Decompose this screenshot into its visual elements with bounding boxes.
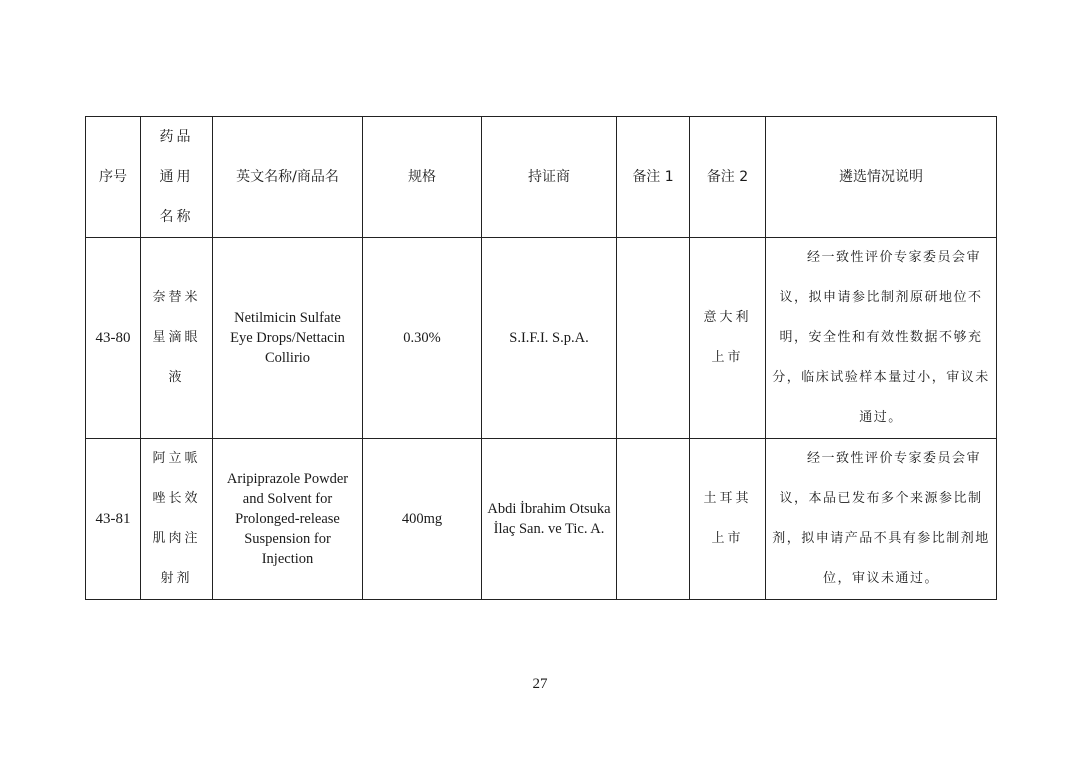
cell-generic-name: 阿立哌唑长效肌肉注射剂 bbox=[141, 439, 213, 600]
cell-english-name: Netilmicin Sulfate Eye Drops/Nettacin Collirio bbox=[213, 238, 363, 439]
cell-note2: 土耳其上市 bbox=[690, 439, 766, 600]
table-row bbox=[86, 238, 997, 439]
description-text: 经一致性评价专家委员会审议，拟申请参比制剂原研地位不明，安全性和有效性数据不够充分，临床试验样本量过小，审议未通过。 bbox=[772, 250, 990, 425]
cell-seq: 43-80 bbox=[86, 238, 141, 439]
cell-description bbox=[766, 439, 997, 600]
header-note1: 备注 1 bbox=[617, 117, 690, 238]
table-header-row bbox=[86, 117, 997, 238]
header-english-name: 英文名称/商品名 bbox=[213, 117, 363, 238]
cell-english-name: Aripiprazole Powder and Solvent for Prolonged-release Suspension for Injection bbox=[213, 439, 363, 600]
description-text: 经一致性评价专家委员会审议，本品已发布多个来源参比制剂，拟申请产品不具有参比制剂地位，审议未通过。 bbox=[772, 451, 990, 586]
cell-spec: 400mg bbox=[363, 439, 482, 600]
header-seq: 序号 bbox=[86, 117, 141, 238]
header-description: 遴选情况说明 bbox=[766, 117, 997, 238]
table-row bbox=[86, 439, 997, 600]
cell-holder: Abdi İbrahim Otsuka İlaç San. ve Tic. A. bbox=[482, 439, 617, 600]
cell-generic-name: 奈替米星滴眼液 bbox=[141, 238, 213, 439]
cell-note2: 意大利上市 bbox=[690, 238, 766, 439]
header-note2: 备注 2 bbox=[690, 117, 766, 238]
header-generic-name: 药品通用名称 bbox=[141, 117, 213, 238]
cell-description bbox=[766, 238, 997, 439]
cell-spec: 0.30% bbox=[363, 238, 482, 439]
cell-seq: 43-81 bbox=[86, 439, 141, 600]
page-number: 27 bbox=[532, 676, 548, 692]
drug-selection-table bbox=[85, 116, 997, 600]
cell-note1 bbox=[617, 238, 690, 439]
cell-note1 bbox=[617, 439, 690, 600]
cell-holder: S.I.F.I. S.p.A. bbox=[482, 238, 617, 439]
header-holder: 持证商 bbox=[482, 117, 617, 238]
header-spec: 规格 bbox=[363, 117, 482, 238]
